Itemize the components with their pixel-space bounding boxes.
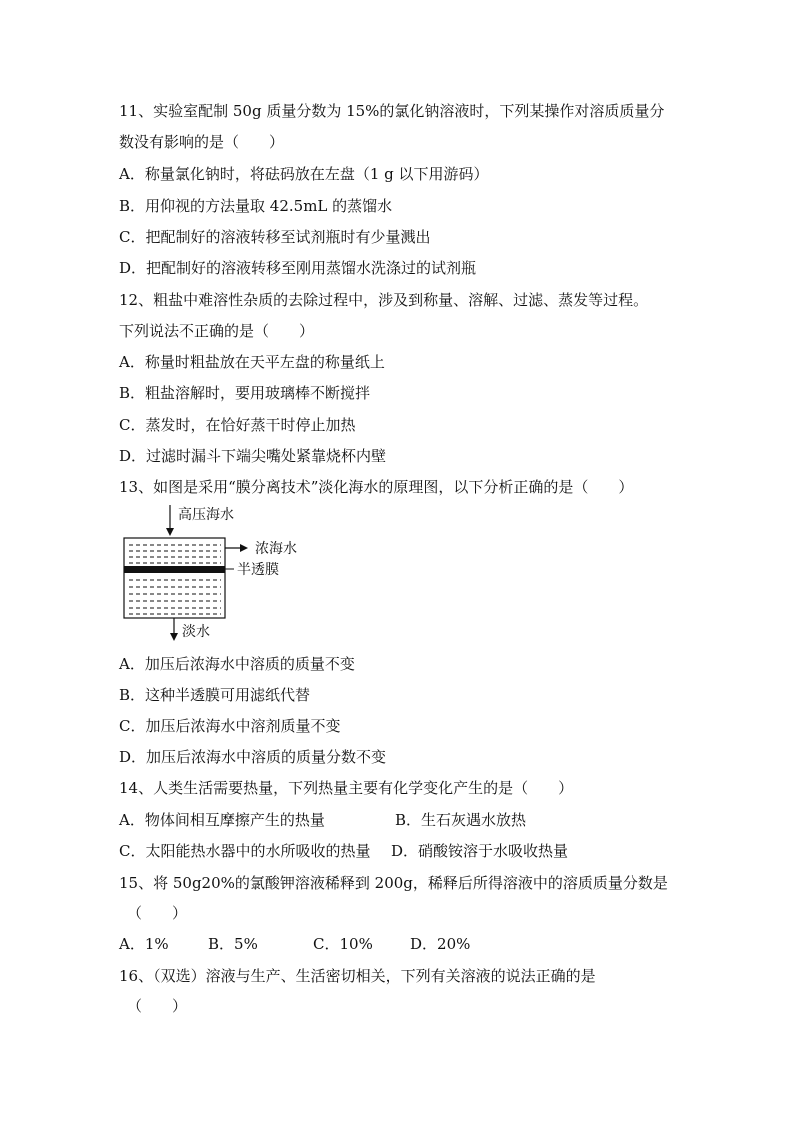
q13-option-c: C．加压后浓海水中溶剂质量不变 (119, 717, 341, 735)
q14-option-a: A．物体间相互摩擦产生的热量 (119, 811, 325, 829)
membrane-desalination-diagram (110, 500, 360, 645)
q11-option-d: D．把配制好的溶液转移至刚用蒸馏水洗涤过的试剂瓶 (119, 259, 477, 277)
q14-stem: 14、人类生活需要热量，下列热量主要有化学变化产生的是（ ） (119, 779, 574, 797)
label-semi-permeable-membrane: 半透膜 (237, 562, 279, 578)
q11-stem-line1: 11、实验室配制 50g 质量分数为 15%的氯化钠溶液时，下列某操作对溶质质量分 (119, 102, 665, 120)
label-fresh-water: 淡水 (182, 624, 210, 640)
seawater-region (129, 545, 221, 563)
q15-stem-line1: 15、将 50g20%的氯酸钾溶液稀释到 200g，稀释后所得溶液中的溶质质量分数是 (119, 874, 668, 892)
q12-option-a: A．称量时粗盐放在天平左盘的称量纸上 (119, 353, 385, 371)
q11-option-c: C．把配制好的溶液转移至试剂瓶时有少量溅出 (119, 228, 431, 246)
q12-stem-line2: 下列说法不正确的是（ ） (119, 322, 315, 340)
fresh-water-region (129, 580, 221, 614)
q12-stem-line1: 12、粗盐中难溶性杂质的去除过程中，涉及到称量、溶解、过滤、蒸发等过程。 (119, 291, 649, 309)
q11-option-a: A．称量氯化钠时，将砝码放在左盘（1 g 以下用游码） (119, 165, 489, 183)
freshwater-arrow (170, 618, 178, 641)
label-concentrated-seawater: 浓海水 (255, 541, 297, 557)
q13-option-a: A．加压后浓海水中溶质的质量不变 (119, 655, 355, 673)
outflow-arrow (225, 544, 248, 552)
q11-stem-line2: 数没有影响的是（ ） (119, 133, 285, 151)
q13-option-d: D．加压后浓海水中溶质的质量分数不变 (119, 748, 387, 766)
q16-stem-line2: （ ） (127, 997, 188, 1015)
q15-option-d: D．20% (410, 935, 471, 953)
semi-permeable-membrane (124, 566, 225, 573)
q12-option-c: C．蒸发时，在恰好蒸干时停止加热 (119, 416, 356, 434)
container-box (124, 538, 225, 618)
q15-option-a: A．1% (119, 935, 169, 953)
q12-option-d: D．过滤时漏斗下端尖嘴处紧靠烧杯内壁 (119, 447, 387, 465)
q15-option-b: B．5% (208, 935, 258, 953)
q13-option-b: B．这种半透膜可用滤纸代替 (119, 686, 311, 704)
q15-stem-line2: （ ） (127, 904, 188, 922)
inflow-arrow (166, 505, 174, 536)
q13-stem: 13、如图是采用“膜分离技术”淡化海水的原理图，以下分析正确的是（ ） (119, 478, 634, 496)
q14-option-d: D．硝酸铵溶于水吸收热量 (391, 842, 569, 860)
q14-option-c: C．太阳能热水器中的水所吸收的热量 (119, 842, 371, 860)
q11-option-b: B．用仰视的方法量取 42.5mL 的蒸馏水 (119, 197, 393, 215)
q16-stem-line1: 16、（双选）溶液与生产、生活密切相关，下列有关溶液的说法正确的是 (119, 967, 596, 985)
label-high-pressure-seawater: 高压海水 (178, 507, 234, 523)
q15-option-c: C．10% (313, 935, 373, 953)
q12-option-b: B．粗盐溶解时，要用玻璃棒不断搅拌 (119, 384, 371, 402)
q14-option-b: B．生石灰遇水放热 (395, 811, 527, 829)
